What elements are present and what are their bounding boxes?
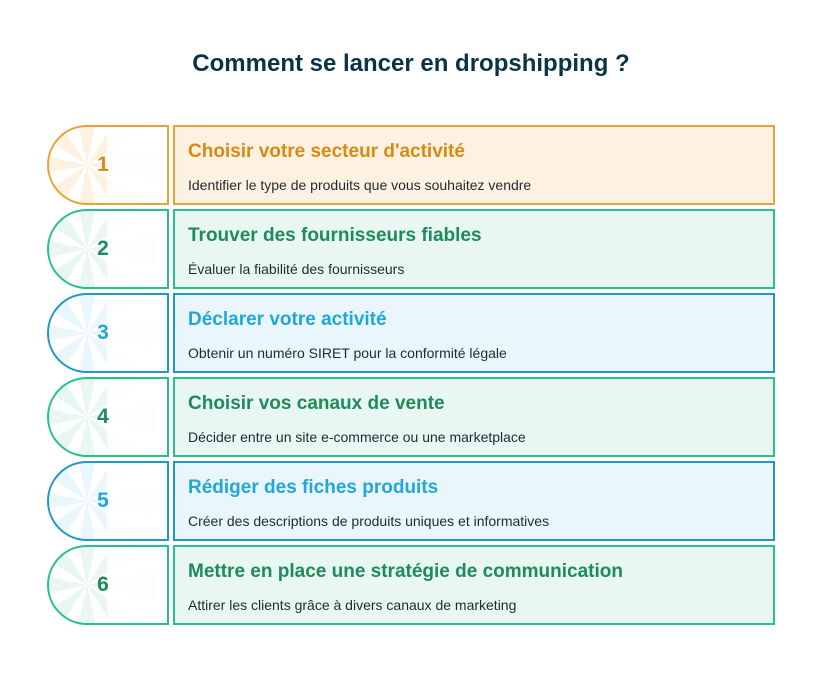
step-title: Trouver des fournisseurs fiables [188, 225, 482, 246]
step-2 [47, 209, 775, 289]
step-title: Déclarer votre activité [188, 309, 387, 330]
diagram-title: Comment se lancer en dropshipping ? [192, 50, 630, 77]
step-number-badge [47, 209, 169, 289]
step-title: Mettre en place une stratégie de communication [188, 561, 623, 582]
step-1 [47, 125, 775, 205]
step-6 [47, 545, 775, 625]
step-description: Identifier le type de produits que vous souhaitez vendre [188, 177, 532, 193]
step-number-badge [47, 377, 169, 457]
step-4 [47, 377, 775, 457]
step-card [173, 545, 775, 625]
step-title: Choisir vos canaux de vente [188, 393, 445, 414]
step-card [173, 209, 775, 289]
step-5 [47, 461, 775, 541]
step-number-badge [47, 545, 169, 625]
step-number: 1 [97, 153, 109, 176]
step-card [173, 461, 775, 541]
step-number: 6 [97, 573, 109, 596]
step-number: 3 [97, 321, 109, 344]
step-number: 4 [97, 405, 109, 428]
step-number-badge [47, 125, 169, 205]
step-number: 5 [97, 489, 109, 512]
step-number-badge [47, 293, 169, 373]
step-description: Créer des descriptions de produits uniques et informatives [188, 513, 550, 529]
step-description: Obtenir un numéro SIRET pour la conformité légale [188, 345, 507, 361]
step-title: Choisir votre secteur d'activité [188, 141, 465, 162]
steps-list [47, 125, 775, 629]
step-description: Évaluer la fiabilité des fournisseurs [188, 261, 405, 277]
step-card [173, 377, 775, 457]
step-number-badge [47, 461, 169, 541]
step-title: Rédiger des fiches produits [188, 477, 439, 498]
step-card [173, 125, 775, 205]
step-3 [47, 293, 775, 373]
step-number: 2 [97, 237, 109, 260]
step-description: Décider entre un site e-commerce ou une marketplace [188, 429, 526, 445]
step-card [173, 293, 775, 373]
step-description: Attirer les clients grâce à divers canaux de marketing [188, 597, 517, 613]
